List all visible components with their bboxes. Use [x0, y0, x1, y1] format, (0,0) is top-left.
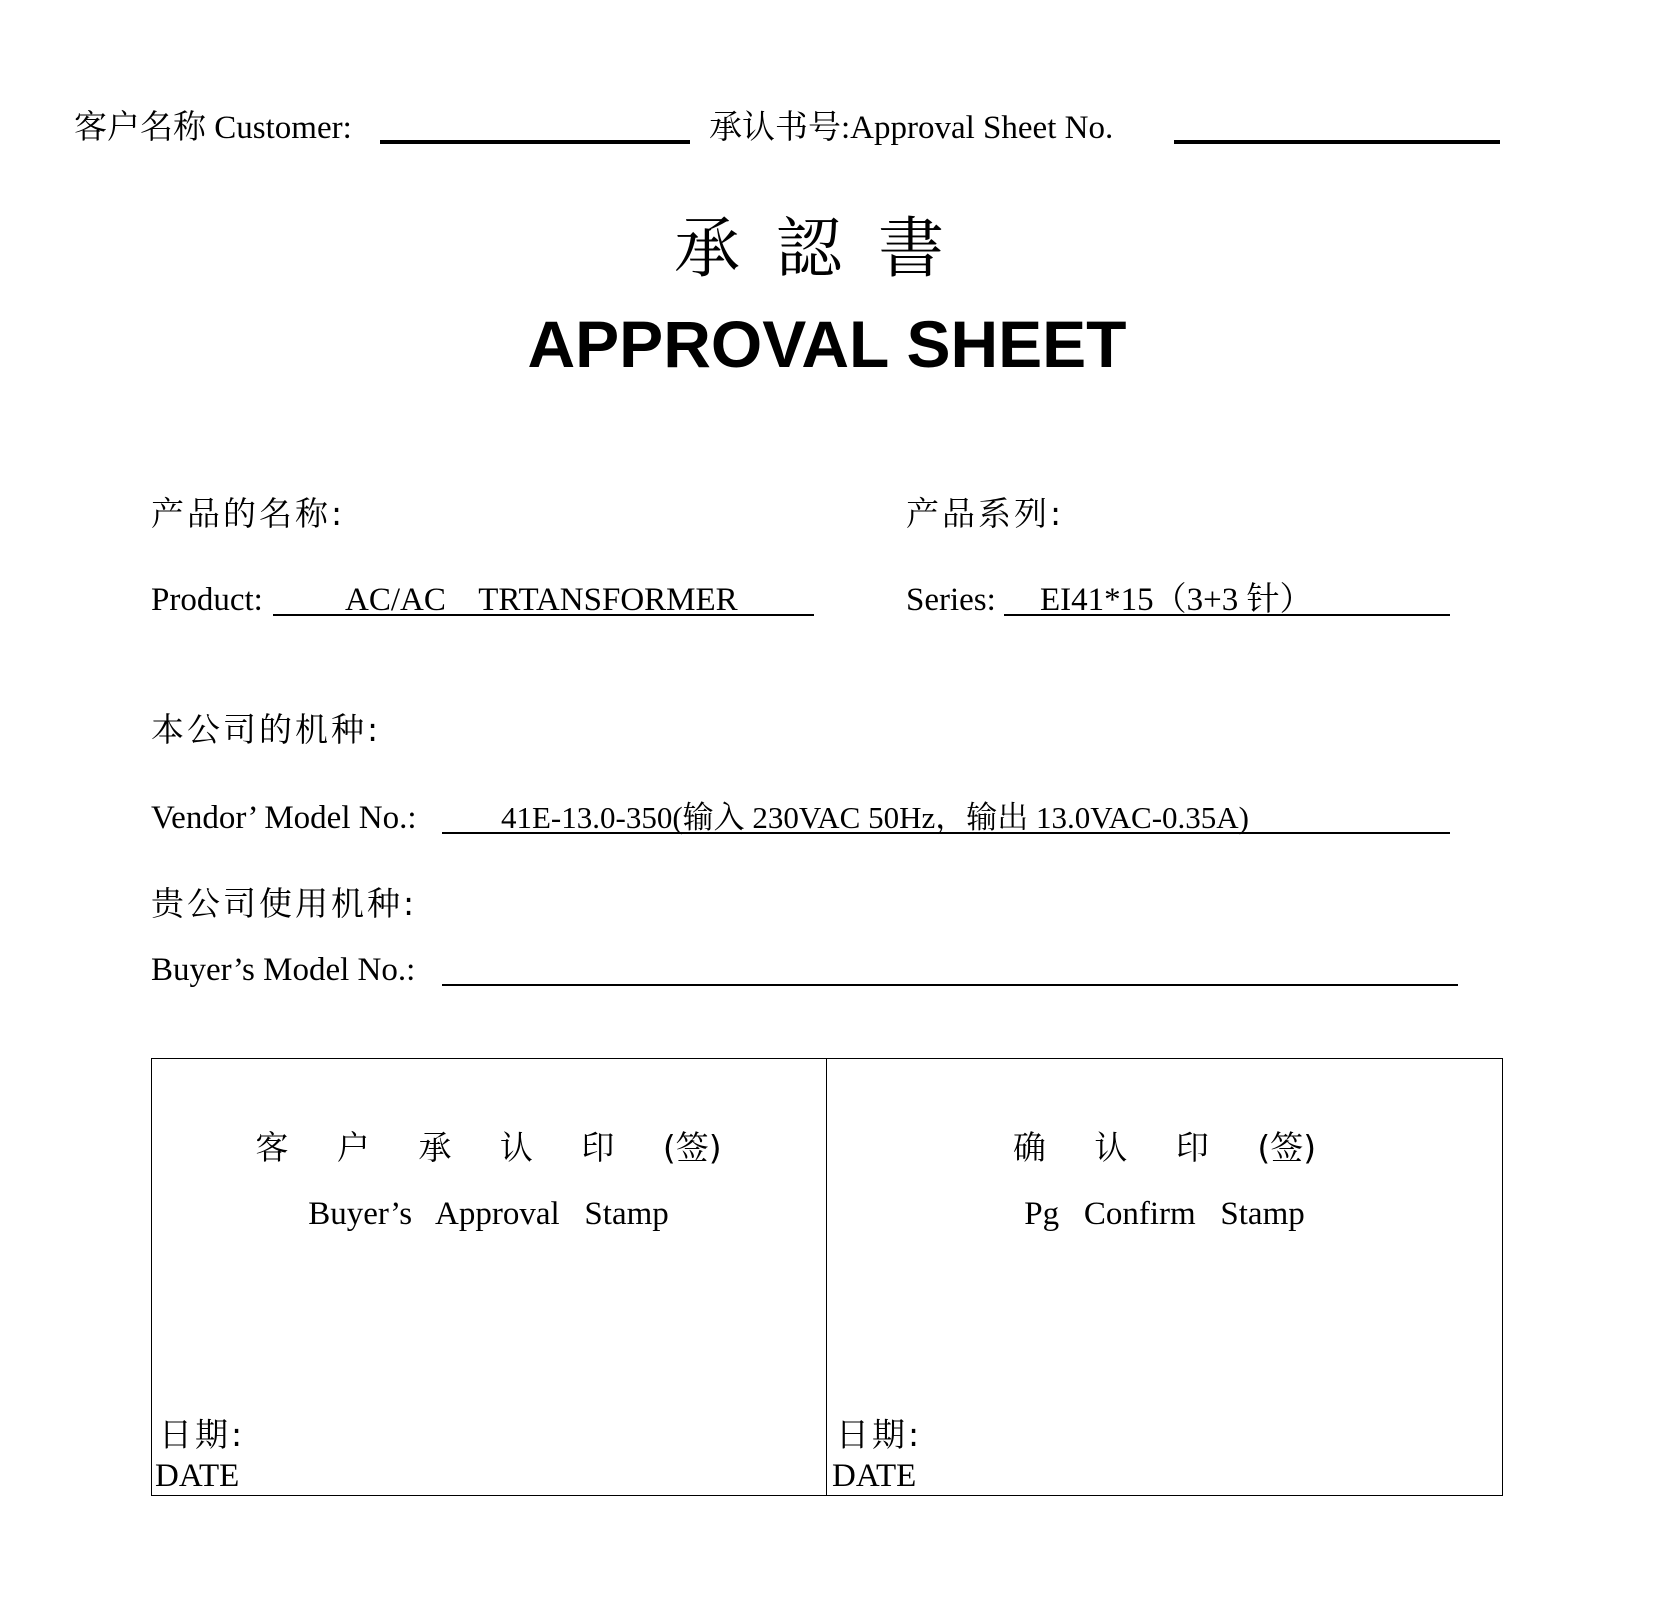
buyer-model-label-cn: 贵公司使用机种:: [151, 884, 418, 923]
stamp-table-divider: [826, 1058, 827, 1496]
vendor-model-label-cn: 本公司的机种:: [151, 710, 382, 749]
pg-stamp-title-en: Pg Confirm Stamp: [1024, 1196, 1305, 1232]
buyer-model-label-en: Buyer’s Model No.:: [151, 952, 416, 988]
series-label-en: Series:: [906, 582, 996, 618]
buyer-model-blank[interactable]: [442, 984, 1458, 986]
customer-blank[interactable]: [380, 140, 690, 144]
approval-sheet-no-label: 承认书号:Approval Sheet No.: [709, 110, 1114, 146]
title-chinese: 承認書: [674, 210, 980, 287]
product-label-cn: 产品的名称:: [151, 494, 346, 533]
stamp-table: [151, 1058, 1503, 1496]
product-label-en: Product:: [151, 582, 263, 618]
vendor-model-label-en: Vendor’ Model No.:: [151, 800, 417, 836]
pg-stamp-title-cn: 确 认 印 (签): [1012, 1128, 1317, 1167]
product-value: AC/AC TRTANSFORMER: [345, 582, 738, 618]
buyer-stamp-date-label-cn: 日期:: [159, 1415, 246, 1454]
vendor-model-value: 41E-13.0-350(输入 230VAC 50Hz，输出 13.0VAC-0.35A): [501, 800, 1249, 835]
buyer-stamp-title-en: Buyer’s Approval Stamp: [308, 1196, 669, 1232]
pg-stamp-date-label-cn: 日期:: [836, 1415, 923, 1454]
pg-stamp-date-label-en: DATE: [832, 1458, 917, 1494]
title-english: APPROVAL SHEET: [527, 307, 1127, 381]
series-label-cn: 产品系列:: [906, 494, 1065, 533]
series-value: EI41*15（3+3 针）: [1040, 582, 1313, 618]
approval-sheet-no-blank[interactable]: [1174, 140, 1500, 144]
buyer-stamp-date-label-en: DATE: [155, 1458, 240, 1494]
customer-label: 客户名称 Customer:: [74, 110, 352, 146]
buyer-stamp-title-cn: 客 户 承 认 印 (签): [255, 1128, 722, 1167]
